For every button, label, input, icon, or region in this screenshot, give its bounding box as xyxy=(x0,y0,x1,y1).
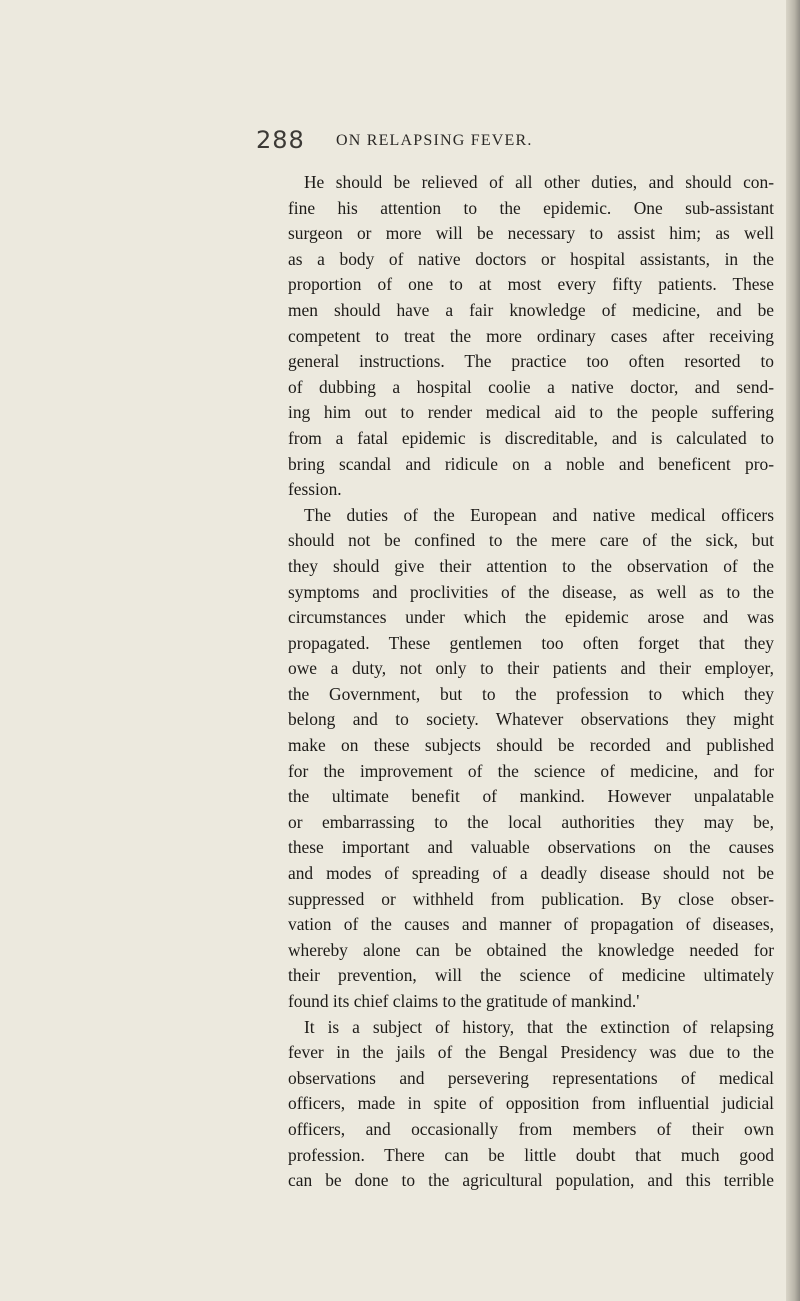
text-line: whereby alone can be obtained the knowledge needed for xyxy=(288,939,774,960)
text-line: ing him out to render medical aid to the people suffering xyxy=(288,402,774,423)
text-line: fever in the jails of the Bengal Presidency was due to the xyxy=(288,1042,774,1063)
text-line: fine his attention to the epidemic. One sub-assistant xyxy=(288,197,774,218)
page-edge-shadow xyxy=(786,0,800,1301)
text-line: they should give their attention to the observation of the xyxy=(288,555,774,576)
text-line: The duties of the European and native medical officers xyxy=(304,504,774,525)
text-line: should not be confined to the mere care of the sick, but xyxy=(288,530,774,551)
text-line: general instructions. The practice too often resorted to xyxy=(288,351,774,372)
text-line: suppressed or withheld from publication. By close obser- xyxy=(288,888,774,909)
body-text xyxy=(288,170,774,1194)
text-line: as a body of native doctors or hospital assistants, in the xyxy=(288,248,774,269)
text-line: owe a duty, not only to their patients and their employer, xyxy=(288,658,774,679)
text-line: symptoms and proclivities of the disease, as well as to the xyxy=(288,581,774,602)
text-line: surgeon or more will be necessary to assist him; as well xyxy=(288,223,774,244)
text-line: profession. There can be little doubt that much good xyxy=(288,1144,774,1165)
text-line: make on these subjects should be recorded and published xyxy=(288,735,774,756)
text-line: He should be relieved of all other duties, and should con- xyxy=(304,172,774,192)
text-line: officers, and occasionally from members of their own xyxy=(288,1118,774,1139)
page-number: 288 xyxy=(256,126,305,154)
text-line: belong and to society. Whatever observations they might xyxy=(288,709,774,730)
text-line: men should have a fair knowledge of medicine, and be xyxy=(288,299,774,320)
text-line: officers, made in spite of opposition from influential judicial xyxy=(288,1093,774,1114)
text-line: and modes of spreading of a deadly disease should not be xyxy=(288,863,774,884)
text-line: for the improvement of the science of medicine, and for xyxy=(288,760,774,781)
text-line: from a fatal epidemic is discreditable, and is calculated to xyxy=(288,427,774,448)
text-line: can be done to the agricultural population, and this terrible xyxy=(288,1170,774,1191)
text-line: bring scandal and ridicule on a noble and beneficent pro- xyxy=(288,453,774,474)
text-line: observations and persevering representations of medical xyxy=(288,1067,774,1088)
text-line: the Government, but to the profession to which they xyxy=(288,683,774,704)
text-line: fession. xyxy=(288,479,342,500)
text-line: competent to treat the more ordinary cases after receiving xyxy=(288,325,774,346)
text-line: these important and valuable observations on the causes xyxy=(288,837,774,858)
text-line: proportion of one to at most every fifty patients. These xyxy=(288,274,774,295)
text-line: found its chief claims to the gratitude of mankind.' xyxy=(288,991,640,1011)
running-title: ON RELAPSING FEVER. xyxy=(336,132,533,149)
text-line: or embarrassing to the local authorities they may be, xyxy=(288,811,774,832)
text-line: of dubbing a hospital coolie a native doctor, and send- xyxy=(288,376,774,397)
text-line: It is a subject of history, that the extinction of relapsing xyxy=(304,1016,774,1037)
text-line: propagated. These gentlemen too often forget that they xyxy=(288,632,774,653)
text-line: their prevention, will the science of medicine ultimately xyxy=(288,965,774,986)
text-line: vation of the causes and manner of propagation of diseases, xyxy=(288,914,774,935)
text-line: circumstances under which the epidemic arose and was xyxy=(288,607,774,628)
text-line: the ultimate benefit of mankind. However unpalatable xyxy=(288,786,774,807)
